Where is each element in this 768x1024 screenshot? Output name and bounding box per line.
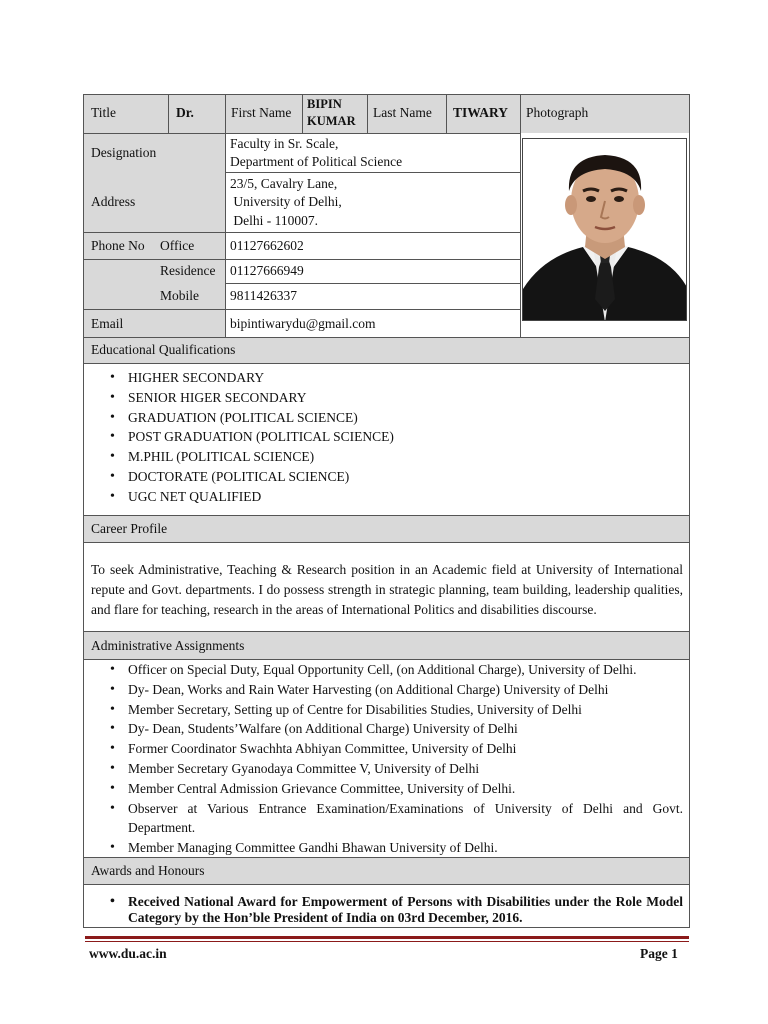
- email-value: bipintiwarydu@gmail.com: [230, 316, 376, 331]
- profile-photo: [522, 138, 687, 321]
- designation-line1: Faculty in Sr. Scale,: [230, 136, 339, 151]
- rule: [83, 631, 689, 632]
- residence-label: Residence: [160, 263, 216, 278]
- education-item: • HIGHER SECONDARY: [83, 368, 689, 388]
- rule: [225, 94, 226, 337]
- address-line3: Delhi - 110007.: [230, 213, 318, 228]
- first-name-line2: KUMAR: [307, 114, 356, 128]
- rule: [225, 283, 520, 284]
- designation-line2: Department of Political Science: [230, 154, 403, 169]
- rule: [83, 133, 520, 134]
- last-name-label: Last Name: [373, 105, 432, 120]
- rule: [83, 363, 689, 364]
- admin-item: • Observer at Various Entrance Examination/Examinations of University of Delhi and Govt. Department.: [83, 799, 683, 839]
- last-name-value: TIWARY: [453, 105, 509, 120]
- award-item: • Received National Award for Empowerment of Persons with Disabilities under the Role Model Category by the Hon’ble President of India on 03rd December, 2016.: [83, 894, 683, 926]
- residence-phone: 01127666949: [230, 263, 304, 278]
- education-item: • SENIOR HIGER SECONDARY: [83, 388, 689, 408]
- footer-website[interactable]: www.du.ac.in: [89, 946, 167, 961]
- admin-item: • Member Central Admission Grievance Committee, University of Delhi.: [83, 779, 683, 799]
- address-label: Address: [91, 194, 136, 209]
- education-heading: Educational Qualifications: [91, 342, 236, 357]
- education-item: • GRADUATION (POLITICAL SCIENCE): [83, 408, 689, 428]
- awards-heading: Awards and Honours: [91, 863, 205, 878]
- title-value: Dr.: [176, 105, 194, 120]
- admin-heading: Administrative Assignments: [91, 638, 245, 653]
- rule: [83, 884, 689, 885]
- photograph-label: Photograph: [526, 105, 589, 120]
- career-text: To seek Administrative, Teaching & Research position in an Academic field at University of International repute and Govt. departments. I do possess strength in strategic planning, team building, leadership qualities, and flare for teaching, research in the areas of International Politics and disabilities discourse.: [91, 562, 683, 617]
- admin-item: • Officer on Special Duty, Equal Opportunity Cell, (on Additional Charge), University of Delhi.: [83, 660, 683, 680]
- rule: [83, 309, 520, 310]
- rule: [367, 94, 368, 133]
- rule: [168, 94, 169, 133]
- admin-item: • Member Secretary, Setting up of Centre for Disabilities Studies, University of Delhi: [83, 700, 683, 720]
- education-item: • POST GRADUATION (POLITICAL SCIENCE): [83, 427, 689, 447]
- rule: [520, 94, 521, 337]
- designation-label: Designation: [91, 145, 157, 160]
- address-line1: 23/5, Cavalry Lane,: [230, 176, 338, 191]
- office-label: Office: [160, 238, 195, 253]
- awards-list: [83, 894, 683, 926]
- phone-label: Phone No: [91, 238, 145, 253]
- rule: [689, 94, 690, 928]
- rule: [83, 927, 689, 928]
- rule: [83, 94, 689, 95]
- address-line2: University of Delhi,: [230, 194, 342, 209]
- email-label: Email: [91, 316, 124, 331]
- education-item: • UGC NET QUALIFIED: [83, 487, 689, 507]
- rule: [446, 94, 447, 133]
- office-phone: 01127662602: [230, 238, 304, 253]
- admin-item: • Member Secretary Gyanodaya Committee V, University of Delhi: [83, 759, 683, 779]
- first-name-line1: BIPIN: [307, 97, 342, 111]
- career-heading-bg: [83, 515, 689, 542]
- rule: [225, 172, 520, 173]
- title-label: Title: [91, 105, 117, 120]
- admin-list: [83, 660, 683, 858]
- rule: [83, 542, 689, 543]
- mobile-label: Mobile: [160, 288, 199, 303]
- education-item: • DOCTORATE (POLITICAL SCIENCE): [83, 467, 689, 487]
- rule: [83, 337, 689, 338]
- rule: [83, 232, 520, 233]
- admin-item: • Dy- Dean, Works and Rain Water Harvesting (on Additional Charge) University of Delhi: [83, 680, 683, 700]
- admin-item: • Former Coordinator Swachhta Abhiyan Committee, University of Delhi: [83, 739, 683, 759]
- education-item: • M.PHIL (POLITICAL SCIENCE): [83, 447, 689, 467]
- rule: [83, 515, 689, 516]
- mobile-phone: 9811426337: [230, 288, 297, 303]
- labels-column-bg: [83, 133, 225, 337]
- admin-item: • Member Managing Committee Gandhi Bhawan University of Delhi.: [83, 838, 683, 858]
- footer-rule-thick: [85, 936, 689, 939]
- footer-rule-thin: [85, 941, 689, 942]
- career-heading: Career Profile: [91, 521, 168, 536]
- footer-page-number: Page 1: [640, 946, 678, 961]
- rule: [302, 94, 303, 133]
- first-name-label: First Name: [231, 105, 292, 120]
- education-list: [83, 368, 689, 507]
- admin-item: • Dy- Dean, Students’Walfare (on Additional Charge) University of Delhi: [83, 719, 683, 739]
- person-portrait-icon: [523, 139, 687, 321]
- rule: [83, 259, 520, 260]
